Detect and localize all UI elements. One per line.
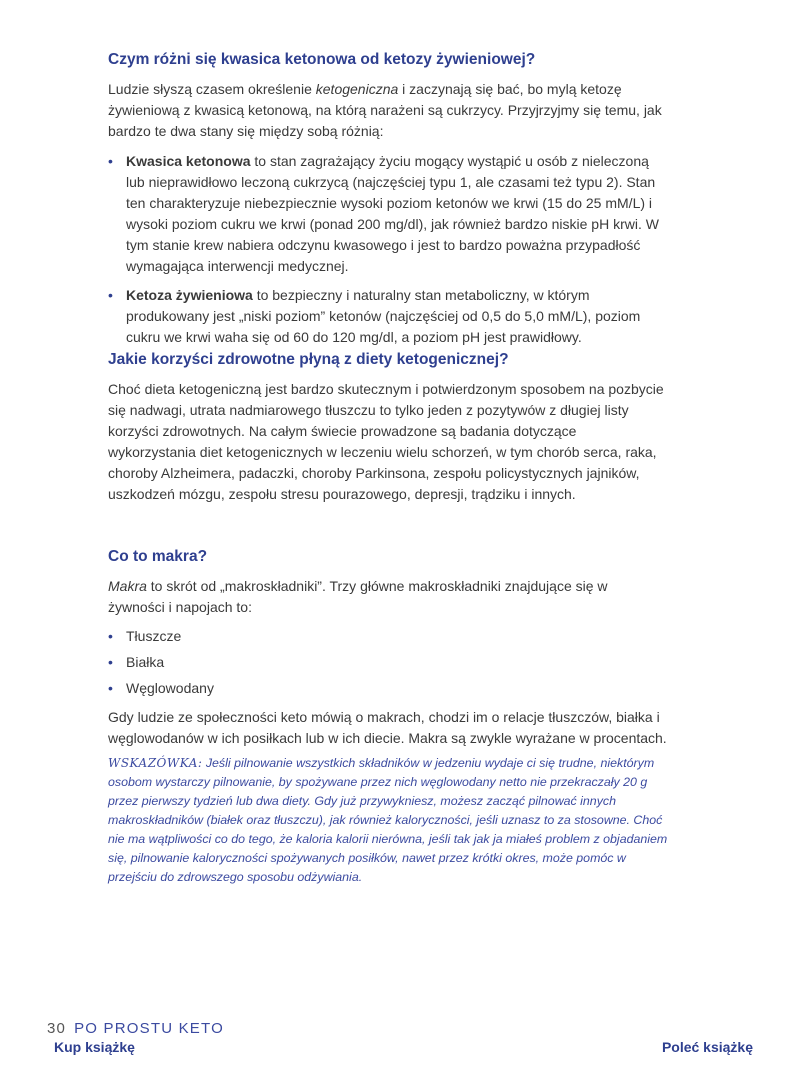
text-span: i zaczynają się bać, bo mylą ketozę żywieniową z kwasicą ketonową, na którą narażeni są cukrzycy. Przyjrzyjmy się temu, jak bardzo te dwa stany się między sobą różnią: [108,81,662,139]
page-footer [47,1020,224,1037]
list-item-label: Węglowodany [126,680,214,696]
bullet-list [108,151,668,348]
paragraph: Gdy ludzie ze społeczności keto mówią o makrach, chodzi im o relacje tłuszczów, białka i węglowodanów w ich posiłkach lub w ich diecie. Makra są zwykle wyrażane w procentach. [108,709,667,746]
bullet-icon: • [108,628,113,644]
page-number: 30 [47,1020,67,1037]
bullet-icon: • [108,680,113,696]
buy-book-link[interactable]: Kup książkę [54,1039,135,1055]
list-item [108,652,668,673]
section-heading: Co to makra? [108,548,208,565]
list-item-label: Białka [126,654,165,670]
recommend-book-link[interactable]: Poleć książkę [661,1039,753,1055]
bold-term: Ketoza żywieniowa [126,287,253,303]
section-ketoacidosis [108,50,668,348]
bullet-icon: • [108,654,113,670]
paragraph [108,79,668,142]
section-macros [108,547,668,887]
list-item [108,678,668,699]
bullet-icon: • [108,153,113,169]
text-span: to skrót od „makroskładniki”. Trzy główne makroskładniki znajdujące się w żywności i napojach to: [108,578,608,615]
paragraph: Choć dieta ketogeniczną jest bardzo skutecznym i potwierdzonym sposobem na pozbycie się nadwagi, utrata nadmiarowego tłuszczu to tylko jeden z pozytywów z długiej listy korzyści zdrowotnych. Na całym świecie prowadzone są badania dotyczące wykorzystania diet ketogenicznych w leczeniu wielu schorzeń, w tym chorób serca, raka, choroby Alzheimera, padaczki, choroby Parkinsona, zespołu policystycznych jajników, uszkodzeń mózgu, zespołu stresu pourazowego, depresji, trądziku i innych. [108,381,664,502]
text-span: to stan zagrażający życiu mogący wystąpić u osób z nieleczoną lub nieprawidłowo leczoną cukrzycą (najczęściej typu 1, ale czasami też typu 2). Stan ten charakteryzuje niebezpiecznie wysoki poziom ketonów we krwi (15 do 25 mM/L) i wysoki poziom cukru we krwi (ponad 200 mg/dl), jak również bardzo niskie pH krwi. W tym stanie krew nabiera odczynu kwasowego i jest to bardzo poważna przypadłość wymagająca interwencji medycznej. [126,153,659,274]
tip-box [108,754,668,887]
section-health-benefits [108,350,668,505]
list-item [108,285,668,348]
bullet-icon: • [108,287,113,303]
text-span: to bezpieczny i naturalny stan metaboliczny, w którym produkowany jest „niski poziom” ketonów (najczęściej od 0,5 do 5,0 mM/L), poziom cukru we krwi waha się od 60 do 120 mg/dl, a poziom pH jest prawidłowy. [126,287,641,345]
paragraph [108,576,668,618]
bullet-list [108,626,668,699]
list-item [108,151,668,277]
italic-term: ketogeniczna [315,81,399,97]
section-heading: Jakie korzyści zdrowotne płyną z diety ketogenicznej? [108,351,509,368]
list-item [108,626,668,647]
text-span: Ludzie słyszą czasem określenie [108,81,316,97]
list-item-label: Tłuszcze [126,628,182,644]
book-title: PO PROSTU KETO [74,1020,224,1037]
section-heading: Czym różni się kwasica ketonowa od ketozy żywieniowej? [108,51,536,68]
bold-term: Kwasica ketonowa [126,153,251,169]
tip-text: Jeśli pilnowanie wszystkich składników w jedzeniu wydaje ci się trudne, niektórym osobom wystarczy pilnowanie, by spożywane przez nich węglowodany netto nie przekraczały 20 g przez pierwszy tydzień lub dwa diety. Gdy już przywykniesz, możesz zacząć pilnować innych makroskładników (białek oraz tłuszczu), jak również kaloryczności, jeśli uznasz to za stosowne. Choć nie ma wątpliwości co do tego, że kaloria kalorii nierówna, jeśli tak jak ja miałeś problem z objadaniem się, pilnowanie kaloryczności spożywanych posiłków, nawet przez krótki okres, może pomóc w przejściu do zdrowszego sposobu odżywiania. [108,756,668,884]
tip-label: WSKAZÓWKA: [108,756,203,770]
italic-term: Makra [108,578,147,594]
